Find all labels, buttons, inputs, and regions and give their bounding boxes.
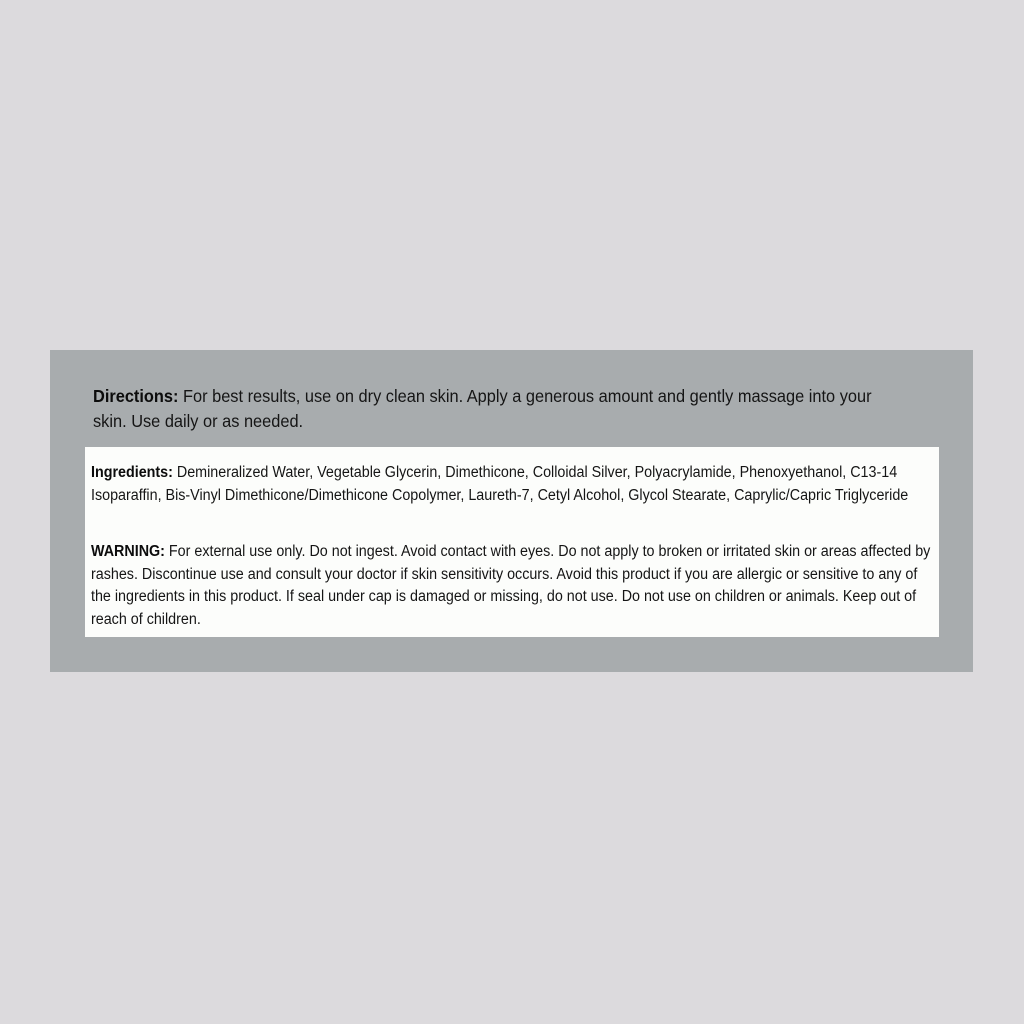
ingredients-warning-box: [85, 447, 939, 637]
product-label-panel: [50, 350, 973, 672]
directions-heading: Directions:: [93, 386, 179, 406]
ingredients-paragraph: [91, 462, 933, 507]
warning-text: For external use only. Do not ingest. Avoid contact with eyes. Do not apply to broken or irritated skin or areas affected by rashes. Discontinue use and consult your doctor if skin sensitivity occurs. Avoid this product if you are allergic or sensitive to any of the ingredients in this product. If seal under cap is damaged or missing, do not use. Do not use on children or animals. Keep out of reach of children.: [91, 543, 931, 628]
warning-paragraph: [91, 541, 933, 631]
directions-paragraph: [93, 384, 879, 433]
ingredients-heading: Ingredients:: [91, 464, 173, 481]
warning-heading: WARNING:: [91, 543, 165, 560]
directions-text: For best results, use on dry clean skin. Apply a generous amount and gently massage into your skin. Use daily or as needed.: [93, 386, 872, 431]
ingredients-text: Demineralized Water, Vegetable Glycerin, Dimethicone, Colloidal Silver, Polyacrylamide, Phenoxyethanol, C13-14 Isoparaffin, Bis-Vinyl Dimethicone/Dimethicone Copolymer, Laureth-7, Cetyl Alcohol, Glycol Stearate, Caprylic/Capric Triglyceride: [91, 464, 909, 504]
